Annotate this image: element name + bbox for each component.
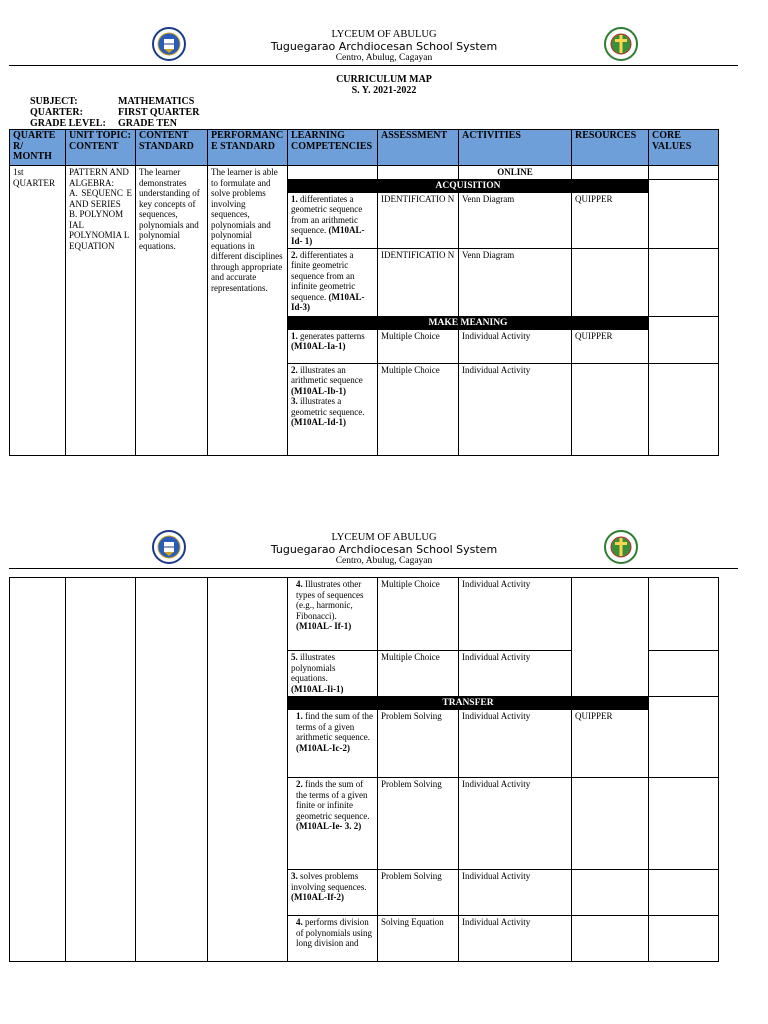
col-values: CORE VALUES: [649, 130, 719, 166]
activity-cell: Individual Activity: [459, 329, 572, 363]
activity-cell: Venn Diagram: [459, 248, 572, 316]
quarter-value: FIRST QUARTER: [118, 107, 200, 118]
acquisition-bar: ACQUISITION: [288, 179, 649, 192]
school-name: LYCEUM OF ABULUG: [331, 532, 437, 543]
page-1: [0, 0, 768, 460]
activity-cell: Individual Activity: [459, 363, 572, 455]
assessment-cell: Problem Solving: [378, 710, 459, 778]
competency-text: differentiates a finite geometric sequence from an infinite geometric sequence.: [291, 249, 356, 302]
activity-cell: Individual Activity: [459, 651, 572, 697]
competency-cell: [288, 916, 378, 962]
empty-cell: [649, 651, 719, 697]
competency-code: (M10AL-Ii-1): [291, 683, 344, 694]
table-row: [10, 578, 719, 651]
competency-code: (M10AL- If-1): [296, 621, 352, 631]
empty-cell: [649, 870, 719, 916]
resource-cell: [572, 248, 649, 316]
col-quarter: QUARTE R/ MONTH: [10, 130, 66, 166]
transfer-bar: TRANSFER: [288, 697, 649, 710]
competency-code: (M10AL-Ia-1): [291, 341, 346, 351]
competency-text: illustrates polynomials equations.: [291, 652, 336, 683]
grade-label: GRADE LEVEL:: [30, 118, 106, 129]
competency-text: differentiates a geometric sequence from an arithmetic sequence.: [291, 193, 363, 235]
unit-line: A. SEQUENC E AND SERIES: [69, 188, 132, 209]
empty-cell: [649, 778, 719, 870]
competency-cell: [288, 778, 378, 870]
item-number: 4.: [296, 917, 303, 927]
letterhead: [0, 0, 768, 70]
assessment-cell: Problem Solving: [378, 870, 459, 916]
letterhead: [0, 503, 768, 573]
assessment-cell: IDENTIFICATIO N: [378, 192, 459, 248]
assessment-cell: Problem Solving: [378, 778, 459, 870]
competency-cell: [288, 248, 378, 316]
school-year: S. Y. 2021-2022: [351, 85, 417, 96]
col-resources: RESOURCES: [572, 130, 649, 166]
competency-text: illustrates an arithmetic sequence: [291, 364, 363, 385]
item-number: 2.: [296, 779, 303, 789]
empty-cell: [136, 578, 208, 962]
competency-cell: [288, 363, 378, 455]
empty-cell: [572, 578, 649, 697]
competency-cell: [288, 651, 378, 697]
item-number: 4.: [296, 579, 303, 589]
school-address: Centro, Abulug, Cagayan: [335, 53, 433, 63]
activity-cell: Venn Diagram: [459, 192, 572, 248]
unit-line: B. POLYNOM IAL POLYNOMIA L EQUATION: [69, 209, 130, 251]
empty-cell: [66, 578, 136, 962]
empty-cell: [649, 916, 719, 962]
resource-cell: QUIPPER: [572, 192, 649, 248]
competency-cell: [288, 578, 378, 651]
assessment-cell: Multiple Choice: [378, 329, 459, 363]
competency-text: find the sum of the terms of a given arithmetic sequence.: [296, 711, 373, 742]
quarter-label: QUARTER:: [30, 107, 83, 118]
empty-cell: [649, 363, 719, 455]
table-row: [10, 166, 719, 180]
item-number: 1.: [291, 330, 298, 341]
school-system: Tuguegarao Archdiocesan School System: [270, 543, 498, 556]
col-performance: PERFORMANC E STANDARD: [208, 130, 288, 166]
header-rule: [9, 65, 738, 66]
empty-cell: [649, 697, 719, 778]
content-standard-cell: The learner demonstrates understanding of key concepts of sequences, polynomials and polynomial equations.: [136, 166, 208, 456]
page-2: [0, 503, 768, 1024]
doc-title: CURRICULUM MAP: [336, 74, 432, 85]
item-number: 3.: [291, 871, 298, 881]
resource-cell: [572, 916, 649, 962]
resource-cell: [572, 778, 649, 870]
col-activities: ACTIVITIES: [459, 130, 572, 166]
assessment-cell: IDENTIFICATIO N: [378, 248, 459, 316]
assessment-cell: Multiple Choice: [378, 578, 459, 651]
online-label: ONLINE: [459, 166, 572, 180]
empty-cell: [649, 248, 719, 316]
competency-cell: [288, 329, 378, 363]
assessment-cell: Solving Equation: [378, 916, 459, 962]
col-assessment: ASSESSMENT: [378, 130, 459, 166]
subject-value: MATHEMATICS: [118, 96, 195, 107]
empty-cell: [378, 166, 459, 180]
col-unit: UNIT TOPIC: CONTENT: [66, 130, 136, 166]
performance-standard-cell: The learner is able to formulate and solve problems involving sequences, polynomials and polynomial equations in different disciplines through appropriate and accurate representations.: [208, 166, 288, 456]
competency-cell: [288, 710, 378, 778]
col-competencies: LEARNING COMPETENCIES: [288, 130, 378, 166]
empty-cell: [208, 578, 288, 962]
unit-line: PATTERN AND ALGEBRA:: [69, 167, 129, 188]
empty-cell: [10, 578, 66, 962]
quarter-cell: 1st QUARTER: [10, 166, 66, 456]
item-number: 2.: [291, 364, 298, 375]
activity-cell: Individual Activity: [459, 778, 572, 870]
col-content: CONTENT STANDARD: [136, 130, 208, 166]
empty-cell: [649, 316, 719, 363]
competency-code: (M10AL-Ic-2): [296, 742, 350, 753]
empty-cell: [649, 578, 719, 651]
header-rule: [9, 568, 738, 569]
activity-cell: Individual Activity: [459, 916, 572, 962]
resource-cell: QUIPPER: [572, 710, 649, 778]
activity-cell: Individual Activity: [459, 710, 572, 778]
make-meaning-bar: MAKE MEANING: [288, 316, 649, 329]
item-number: 1.: [291, 193, 298, 204]
school-address: Centro, Abulug, Cagayan: [335, 556, 433, 566]
competency-cell: [288, 870, 378, 916]
competency-code: (M10AL-Ie- 3. 2): [296, 821, 362, 831]
competency-code: (M10AL-Id-3): [291, 291, 365, 312]
assessment-cell: Multiple Choice: [378, 363, 459, 455]
grade-line: [30, 118, 177, 129]
item-number: 5.: [291, 652, 298, 662]
empty-cell: [649, 179, 719, 248]
school-name: LYCEUM OF ABULUG: [331, 29, 437, 40]
item-number: 2.: [291, 249, 298, 260]
competency-text: performs division of polynomials using long division and: [296, 917, 372, 948]
item-number: 1.: [296, 711, 303, 721]
competency-text: finds the sum of the terms of a given finite or infinite geometric sequence.: [296, 779, 370, 821]
resource-cell: [572, 870, 649, 916]
curriculum-table-2: [9, 577, 719, 962]
item-number: 3.: [291, 396, 298, 406]
quarter-line: [30, 107, 199, 118]
competency-cell: [288, 192, 378, 248]
empty-cell: [649, 166, 719, 180]
unit-cell: [66, 166, 136, 456]
competency-code: (M10AL-Id-1): [291, 417, 346, 427]
resource-cell: QUIPPER: [572, 329, 649, 363]
table-header-row: [10, 130, 719, 166]
competency-code: (M10AL-Ib-1): [291, 385, 346, 396]
activity-cell: Individual Activity: [459, 870, 572, 916]
school-system: Tuguegarao Archdiocesan School System: [270, 40, 498, 53]
competency-text: generates patterns: [300, 330, 365, 341]
empty-cell: [288, 166, 378, 180]
competency-text: solves problems involving sequences.: [291, 871, 367, 892]
empty-cell: [572, 166, 649, 180]
assessment-cell: Multiple Choice: [378, 651, 459, 697]
subject-label: SUBJECT:: [30, 96, 78, 107]
competency-text: illustrates a geometric sequence.: [291, 396, 365, 417]
resource-cell: [572, 363, 649, 455]
subject-line: [30, 96, 194, 107]
competency-code: (M10AL-Id- 1): [291, 225, 365, 246]
curriculum-table-1: [9, 129, 719, 456]
activity-cell: Individual Activity: [459, 578, 572, 651]
competency-text: Illustrates other types of sequences (e.g., harmonic, Fibonacci).: [296, 579, 364, 621]
grade-value: GRADE TEN: [118, 118, 177, 129]
competency-code: (M10AL-If-2): [291, 892, 344, 902]
